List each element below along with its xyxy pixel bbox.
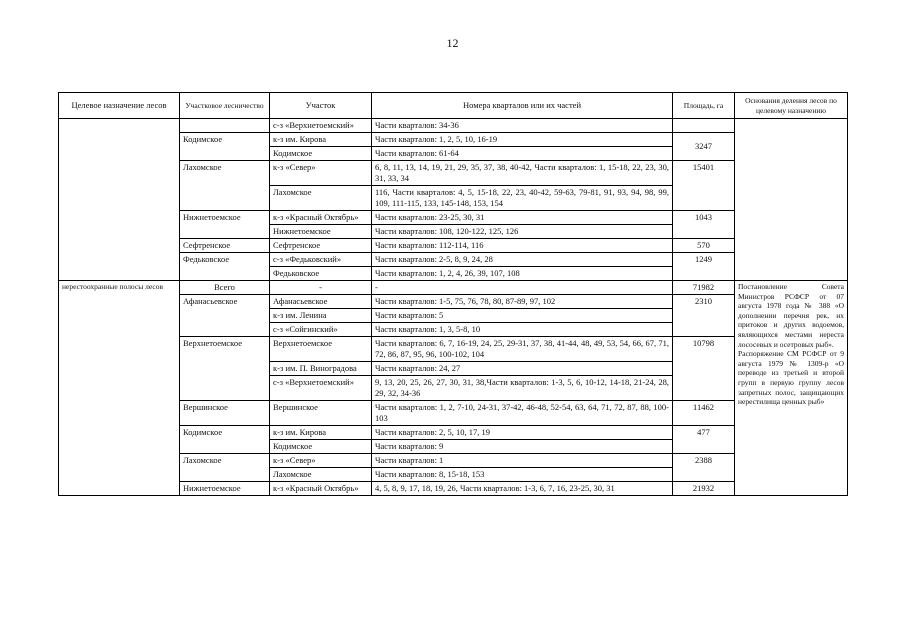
quarters-cell: Части кварталов: 1, 3, 5-8, 10: [372, 323, 673, 337]
plot-cell: с-з «Верхнетоемский»: [270, 119, 372, 133]
basis-cell: [735, 119, 848, 281]
forestry-cell: Федьковское: [180, 253, 270, 281]
quarters-cell: Части кварталов: 2, 5, 10, 17, 19: [372, 426, 673, 440]
quarters-cell: Части кварталов: 5: [372, 309, 673, 323]
quarters-cell: Части кварталов: 61-64: [372, 147, 673, 161]
quarters-cell: Части кварталов: 23-25, 30, 31: [372, 211, 673, 225]
quarters-cell: Части кварталов: 2-5, 8, 9, 24, 28: [372, 253, 673, 267]
quarters-cell: 4, 5, 8, 9, 17, 18, 19, 26, Части кварталов: 1-3, 6, 7, 16, 23-25, 30, 31: [372, 482, 673, 496]
forestry-cell: Нижнетоемское: [180, 211, 270, 239]
basis-cell: [735, 281, 848, 496]
forestry-cell: Лахомское: [180, 161, 270, 211]
plot-cell: к-з им. Кирова: [270, 133, 372, 147]
table-row: [59, 281, 848, 295]
plot-cell: к-з «Красный Октябрь»: [270, 482, 372, 496]
quarters-cell: Части кварталов: 1, 2, 4, 26, 39, 107, 108: [372, 267, 673, 281]
plot-cell: к-з «Красный Октябрь»: [270, 211, 372, 225]
plot-cell: Федьковское: [270, 267, 372, 281]
area-cell: 1043: [673, 211, 735, 239]
header-purpose: Целевое назначение лесов: [59, 93, 180, 119]
forestry-cell: Сефтренское: [180, 239, 270, 253]
header-area: Площадь, га: [673, 93, 735, 119]
plot-cell: -: [270, 281, 372, 295]
area-cell: [673, 119, 735, 133]
forestry-cell: Всего: [180, 281, 270, 295]
forestry-cell: Вершинское: [180, 401, 270, 426]
plot-cell: Верхнетоемское: [270, 337, 372, 362]
quarters-cell: Части кварталов: 34-36: [372, 119, 673, 133]
quarters-cell: Части кварталов: 1-5, 75, 76, 78, 80, 87-89, 97, 102: [372, 295, 673, 309]
header-basis: Основания деления лесов по целевому назначению: [735, 93, 848, 119]
basis-decree-1978: Постановление Совета Министров РСФСР от 07 августа 1978 года № 388 «О дополнении перечня рек, их притоков и других водоемов, являющихся местами нереста лососевых и осетровых рыб».: [738, 282, 844, 349]
area-cell: 71982: [673, 281, 735, 295]
quarters-cell: 9, 13, 20, 25, 26, 27, 30, 31, 38,Части кварталов: 1-3, 5, 6, 10-12, 14-18, 21-24, 28, 29, 32, 34-36: [372, 376, 673, 401]
area-cell: 21932: [673, 482, 735, 496]
purpose-cell: [59, 119, 180, 281]
table-header-row: [59, 93, 848, 119]
plot-cell: к-з им. Ленина: [270, 309, 372, 323]
plot-cell: с-з «Верхнетоемский»: [270, 376, 372, 401]
quarters-cell: Части кварталов: 108, 120-122, 125, 126: [372, 225, 673, 239]
plot-cell: Кодимское: [270, 440, 372, 454]
forest-purpose-table: [58, 92, 848, 496]
plot-cell: к-з им. П. Виноградова: [270, 362, 372, 376]
plot-cell: к-з им. Кирова: [270, 426, 372, 440]
plot-cell: с-з «Федьковский»: [270, 253, 372, 267]
quarters-cell: 116, Части кварталов: 4, 5, 15-18, 22, 23, 40-42, 59-63, 79-81, 91, 93, 94, 98, 99, 109, 111-115, 133, 145-148, 153, 154: [372, 186, 673, 211]
plot-cell: Сефтренское: [270, 239, 372, 253]
plot-cell: с-з «Сойгинский»: [270, 323, 372, 337]
basis-order-1979: Распоряжение СМ РСФСР от 9 августа 1979 № 1309-р «О переводе из третьей и второй групп в первую группу лесов запретных полос, защищающих нерестилища ценных рыб»: [738, 349, 844, 407]
plot-cell: к-з «Север»: [270, 161, 372, 186]
quarters-cell: Части кварталов: 24, 27: [372, 362, 673, 376]
area-cell: 10798: [673, 337, 735, 401]
forestry-cell: Лахомское: [180, 454, 270, 482]
header-forestry: Участковое лесничество: [180, 93, 270, 119]
quarters-cell: Части кварталов: 1: [372, 454, 673, 468]
forestry-cell: Кодимское: [180, 133, 270, 161]
plot-cell: Вершинское: [270, 401, 372, 426]
forestry-cell: Нижнетоемское: [180, 482, 270, 496]
plot-cell: Кодимское: [270, 147, 372, 161]
forestry-cell: Афанасьевское: [180, 295, 270, 337]
plot-cell: Лахомское: [270, 186, 372, 211]
header-plot: Участок: [270, 93, 372, 119]
page-number: 12: [446, 36, 459, 50]
quarters-cell: Части кварталов: 8, 15-18, 153: [372, 468, 673, 482]
forestry-cell: Верхнетоемское: [180, 337, 270, 401]
area-cell: 2388: [673, 454, 735, 482]
quarters-cell: 6, 8, 11, 13, 14, 19, 21, 29, 35, 37, 38, 40-42, Части кварталов: 1, 15-18, 22, 23, 30, 31, 33, 34: [372, 161, 673, 186]
header-quarters: Номера кварталов или их частей: [372, 93, 673, 119]
area-cell: 477: [673, 426, 735, 454]
area-cell: 15401: [673, 161, 735, 211]
plot-cell: Лахомское: [270, 468, 372, 482]
plot-cell: Афанасьевское: [270, 295, 372, 309]
purpose-cell: нерестоохранные полосы лесов: [59, 281, 180, 496]
quarters-cell: Части кварталов: 112-114, 116: [372, 239, 673, 253]
plot-cell: к-з «Север»: [270, 454, 372, 468]
quarters-cell: -: [372, 281, 673, 295]
area-cell: 570: [673, 239, 735, 253]
forestry-cell: [180, 119, 270, 133]
quarters-cell: Части кварталов: 9: [372, 440, 673, 454]
area-cell: 11462: [673, 401, 735, 426]
quarters-cell: Части кварталов: 6, 7, 16-19, 24, 25, 29-31, 37, 38, 41-44, 48, 49, 53, 54, 66, 67, 71, 72, 86, 87, 95, 96, 100-102, 104: [372, 337, 673, 362]
area-cell: 2310: [673, 295, 735, 337]
quarters-cell: Части кварталов: 1, 2, 5, 10, 16-19: [372, 133, 673, 147]
forestry-cell: Кодимское: [180, 426, 270, 454]
area-cell: 3247: [673, 133, 735, 161]
plot-cell: Нижнетоемское: [270, 225, 372, 239]
table-row: [59, 119, 848, 133]
quarters-cell: Части кварталов: 1, 2, 7-10, 24-31, 37-42, 46-48, 52-54, 63, 64, 71, 72, 87, 88, 100-103: [372, 401, 673, 426]
area-cell: 1249: [673, 253, 735, 281]
